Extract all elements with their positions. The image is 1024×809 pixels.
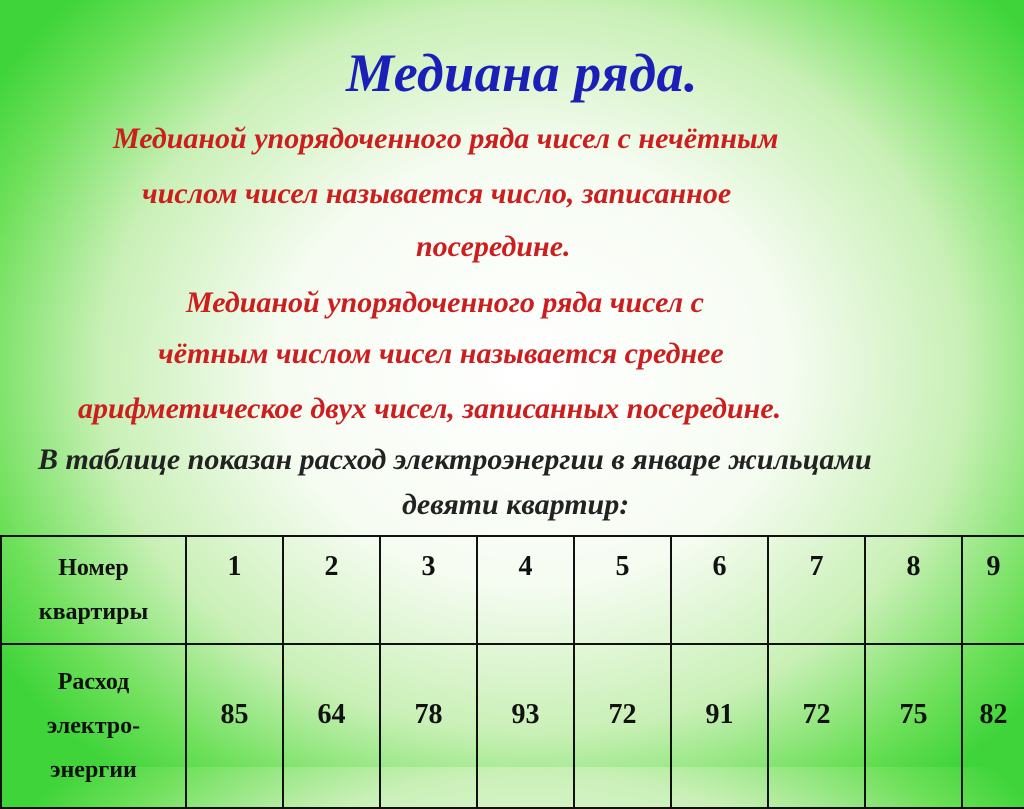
apartment-number-cell: 8	[865, 536, 962, 644]
consumption-cell: 91	[671, 644, 768, 808]
apartment-number-row	[1, 536, 1024, 644]
apartment-number-cell: 1	[186, 536, 283, 644]
apartment-number-cell: 7	[768, 536, 865, 644]
table-intro-line-2: девяти квартир:	[402, 488, 630, 521]
consumption-cell: 75	[865, 644, 962, 808]
table-intro-line-1: В таблице показан расход электроэнергии в январе жильцами	[38, 443, 872, 476]
consumption-cell: 72	[768, 644, 865, 808]
consumption-cell: 78	[380, 644, 477, 808]
consumption-cell: 64	[283, 644, 380, 808]
apartment-number-cell: 3	[380, 536, 477, 644]
apartment-number-cell: 4	[477, 536, 574, 644]
apartment-header-line-1: Номер	[58, 555, 129, 581]
definition-even-line-2: чётным числом чисел называется среднее	[158, 337, 724, 370]
apartment-header-line-2: квартиры	[38, 599, 149, 625]
consumption-header-line-3: энергии	[50, 757, 137, 783]
consumption-header-line-2: электро-	[46, 713, 141, 739]
consumption-cell: 93	[477, 644, 574, 808]
apartment-number-cell: 2	[283, 536, 380, 644]
definition-even-line-3: арифметическое двух чисел, записанных посередине.	[78, 392, 782, 425]
consumption-row	[1, 644, 1024, 808]
consumption-header	[1, 644, 186, 808]
consumption-cell: 85	[186, 644, 283, 808]
definition-odd-line-2: числом чисел называется число, записанное	[142, 177, 732, 210]
slide-title: Медиана ряда.	[345, 43, 699, 103]
consumption-cell: 72	[574, 644, 671, 808]
definition-odd-line-1: Медианой упорядоченного ряда чисел с нечётным	[113, 122, 779, 155]
apartment-number-header	[1, 536, 186, 644]
electricity-table	[0, 535, 1024, 809]
definition-even-line-1: Медианой упорядоченного ряда чисел с	[186, 286, 704, 319]
apartment-number-cell: 5	[574, 536, 671, 644]
consumption-cell: 82	[962, 644, 1024, 808]
apartment-number-cell: 9	[962, 536, 1024, 644]
definition-odd-line-3: посередине.	[416, 230, 571, 263]
apartment-number-cell: 6	[671, 536, 768, 644]
consumption-header-line-1: Расход	[57, 669, 130, 695]
